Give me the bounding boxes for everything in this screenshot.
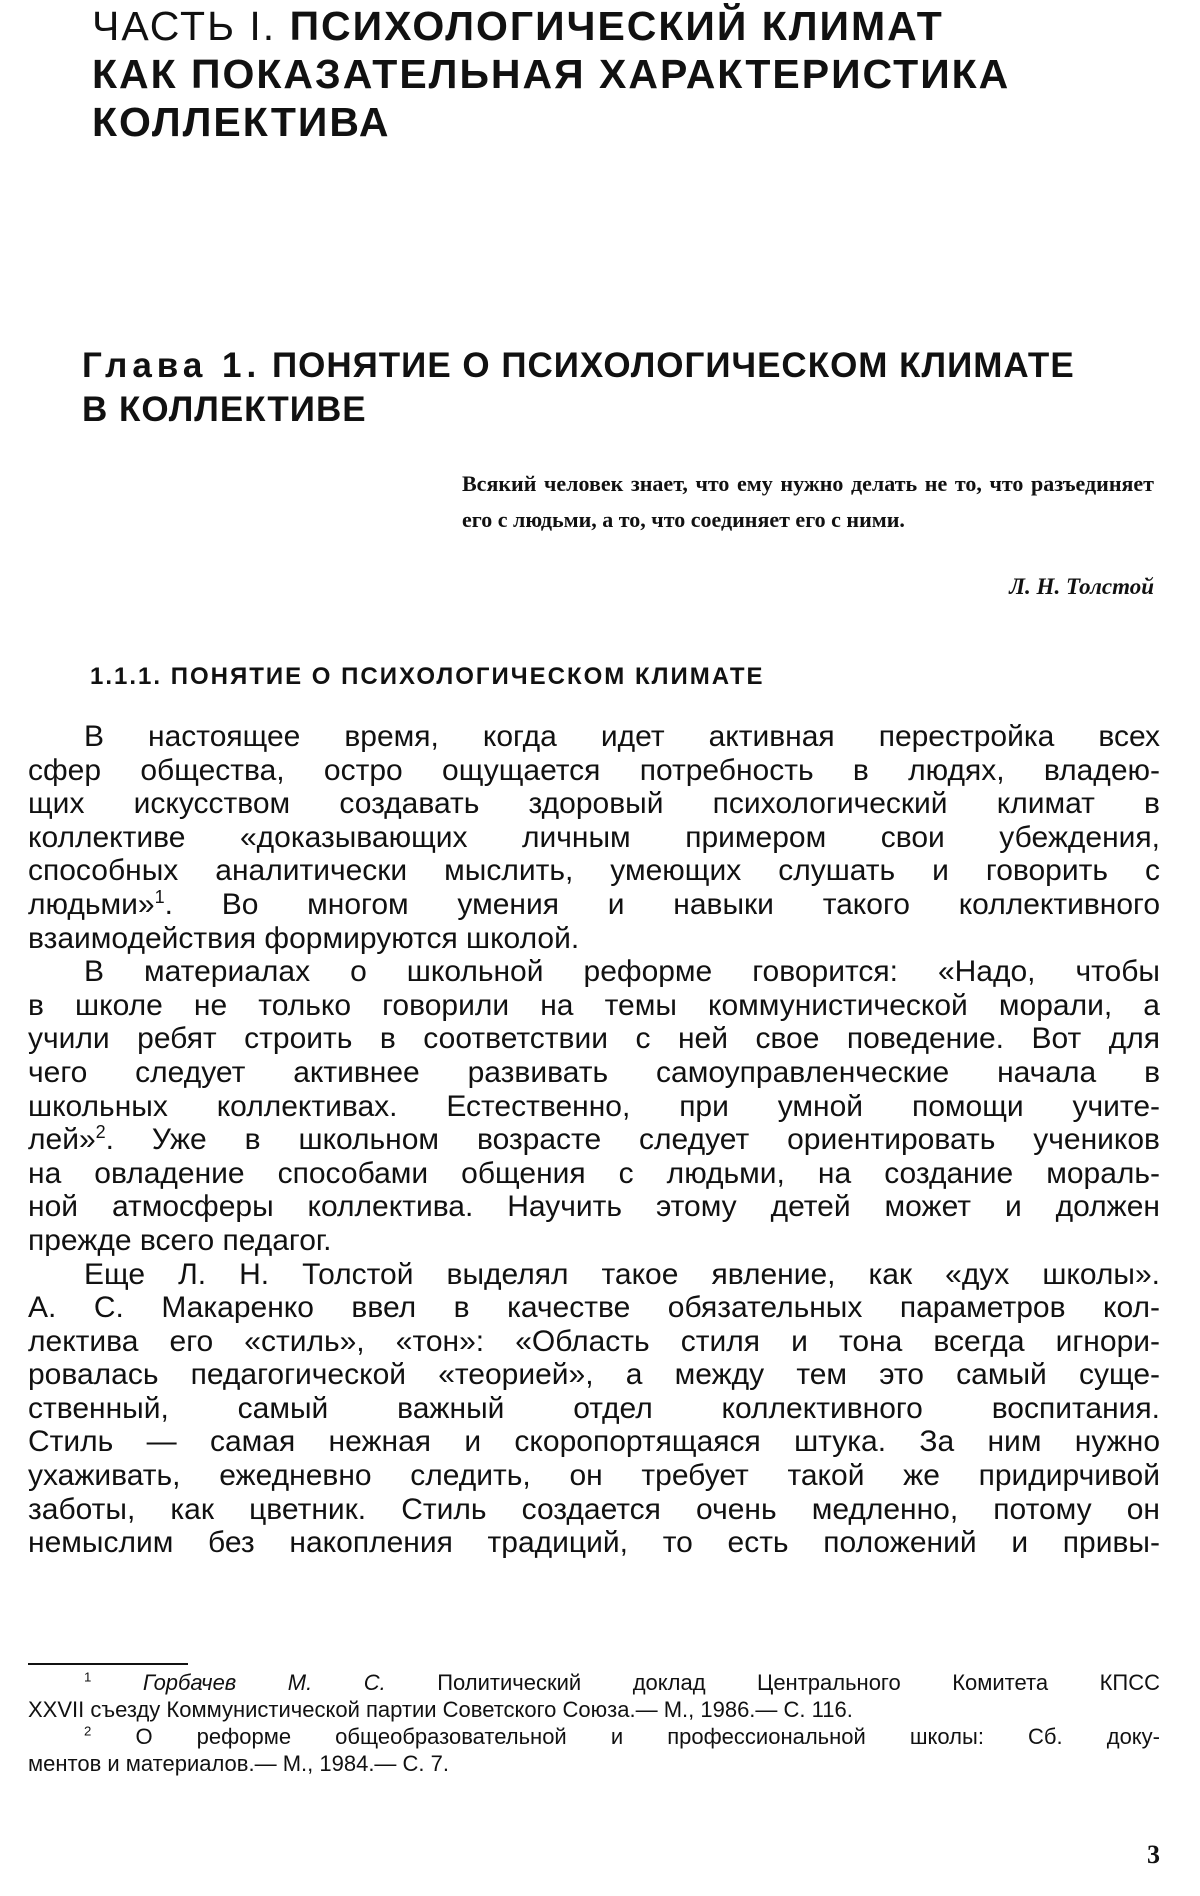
body-line: В материалах о школьной реформе говорится: «Надо, чтобы: [84, 955, 1160, 989]
body-line: учили ребят строить в соответствии с ней свое поведение. Вот для: [28, 1022, 1160, 1056]
footnote-2-text: О реформе общеобразовательной и профессиональной школы: Сб. доку-: [135, 1724, 1160, 1749]
footnote-ref-1[interactable]: 1: [154, 887, 165, 907]
body-line: способных аналитически мыслить, умеющих слушать и говорить с: [28, 854, 1160, 888]
body-line: в школе не только говорили на темы коммунистической морали, а: [28, 988, 1160, 1022]
body-line-text: . Уже в школьном возрасте следует ориентировать учеников: [105, 1123, 1160, 1157]
chapter-label: Глава 1.: [82, 346, 262, 385]
chapter-title: [82, 344, 1162, 432]
body-line: А. С. Макаренко ввел в качестве обязательных параметров кол-: [28, 1291, 1160, 1325]
footnote-2: [28, 1723, 1160, 1750]
body-line: ухаживать, ежедневно следить, он требует такой же придирчивой: [28, 1459, 1160, 1493]
body-line-text: людьми»: [28, 887, 155, 921]
body-line: В настоящее время, когда идет активная перестройка всех: [84, 720, 1160, 753]
epigraph-author: Л. Н. Толстой: [1009, 574, 1154, 599]
epigraph-text: Всякий человек знает, что ему нужно делать не то, что разъединяет его с людьми, а то, что соединяет его с ними.: [462, 471, 1154, 532]
footnote-2-mark: 2: [84, 1723, 92, 1739]
body-line: лектива его «стиль», «тон»: «Область стиля и тона всегда игнори-: [28, 1324, 1160, 1358]
footnote-2-line-2: ментов и материалов.— М., 1984.— С. 7.: [28, 1751, 449, 1776]
body-line: взаимодействия формируются школой.: [28, 921, 580, 955]
body-line: [28, 888, 1160, 922]
footnote-ref-2[interactable]: 2: [95, 1123, 106, 1143]
footnote-1: [28, 1669, 1160, 1696]
body-text: [28, 720, 1160, 1560]
part-label: ЧАСТЬ I.: [92, 3, 277, 49]
body-line: заботы, как цветник. Стиль создается очень медленно, потому он: [28, 1492, 1160, 1526]
chapter-title-line-2: В КОЛЛЕКТИВЕ: [82, 390, 367, 429]
part-title-line-1: ПСИХОЛОГИЧЕСКИЙ КЛИМАТ: [289, 3, 944, 49]
footnote-divider: [28, 1663, 188, 1665]
body-line: ственный, самый важный отдел коллективного воспитания.: [28, 1391, 1160, 1425]
body-line: сфер общества, остро ощущается потребность в людях, владею-: [28, 753, 1160, 787]
footnote-1-line-2: XXVII съезду Коммунистической партии Советского Союза.— М., 1986.— С. 116.: [28, 1697, 853, 1722]
part-title-line-3: КОЛЛЕКТИВА: [92, 99, 391, 145]
body-line: Еще Л. Н. Толстой выделял такое явление, как «дух школы».: [84, 1257, 1160, 1291]
body-line: щих искусством создавать здоровый психологический климат в: [28, 787, 1160, 821]
body-line-text: лей»: [28, 1123, 96, 1157]
body-line: ровалась педагогической «теорией», а между тем это самый суще-: [28, 1358, 1160, 1392]
body-line: на овладение способами общения с людьми, на создание мораль-: [28, 1156, 1160, 1190]
body-line: [28, 1123, 1160, 1157]
body-line-text: . Во многом умения и навыки такого коллективного: [164, 887, 1160, 921]
body-line: ной атмосферы коллектива. Научить этому детей может и должен: [28, 1190, 1160, 1224]
page-number: 3: [1147, 1840, 1160, 1869]
body-line: прежде всего педагог.: [28, 1223, 332, 1257]
chapter-title-line-1: ПОНЯТИЕ О ПСИХОЛОГИЧЕСКОМ КЛИМАТЕ: [271, 346, 1075, 385]
body-line: коллективе «доказывающих личным примером свои убеждения,: [28, 820, 1160, 854]
body-line: немыслим без накопления традиций, то есть положений и привы-: [28, 1526, 1160, 1560]
footnote-1-text: Политический доклад Центрального Комитета КПСС: [437, 1670, 1160, 1695]
part-title: [92, 2, 1092, 146]
body-line: чего следует активнее развивать самоуправленческие начала в: [28, 1055, 1160, 1089]
footnotes: [28, 1669, 1160, 1777]
body-line: школьных коллективах. Естественно, при умной помощи учите-: [28, 1089, 1160, 1123]
footnote-1-author: Горбачев М. С.: [142, 1670, 386, 1695]
body-line: Стиль — самая нежная и скоропортящаяся штука. За ним нужно: [28, 1425, 1160, 1459]
part-title-line-2: КАК ПОКАЗАТЕЛЬНАЯ ХАРАКТЕРИСТИКА: [92, 51, 1011, 97]
footnote-1-mark: 1: [84, 1669, 92, 1685]
section-heading: 1.1.1. ПОНЯТИЕ О ПСИХОЛОГИЧЕСКОМ КЛИМАТЕ: [90, 663, 765, 690]
